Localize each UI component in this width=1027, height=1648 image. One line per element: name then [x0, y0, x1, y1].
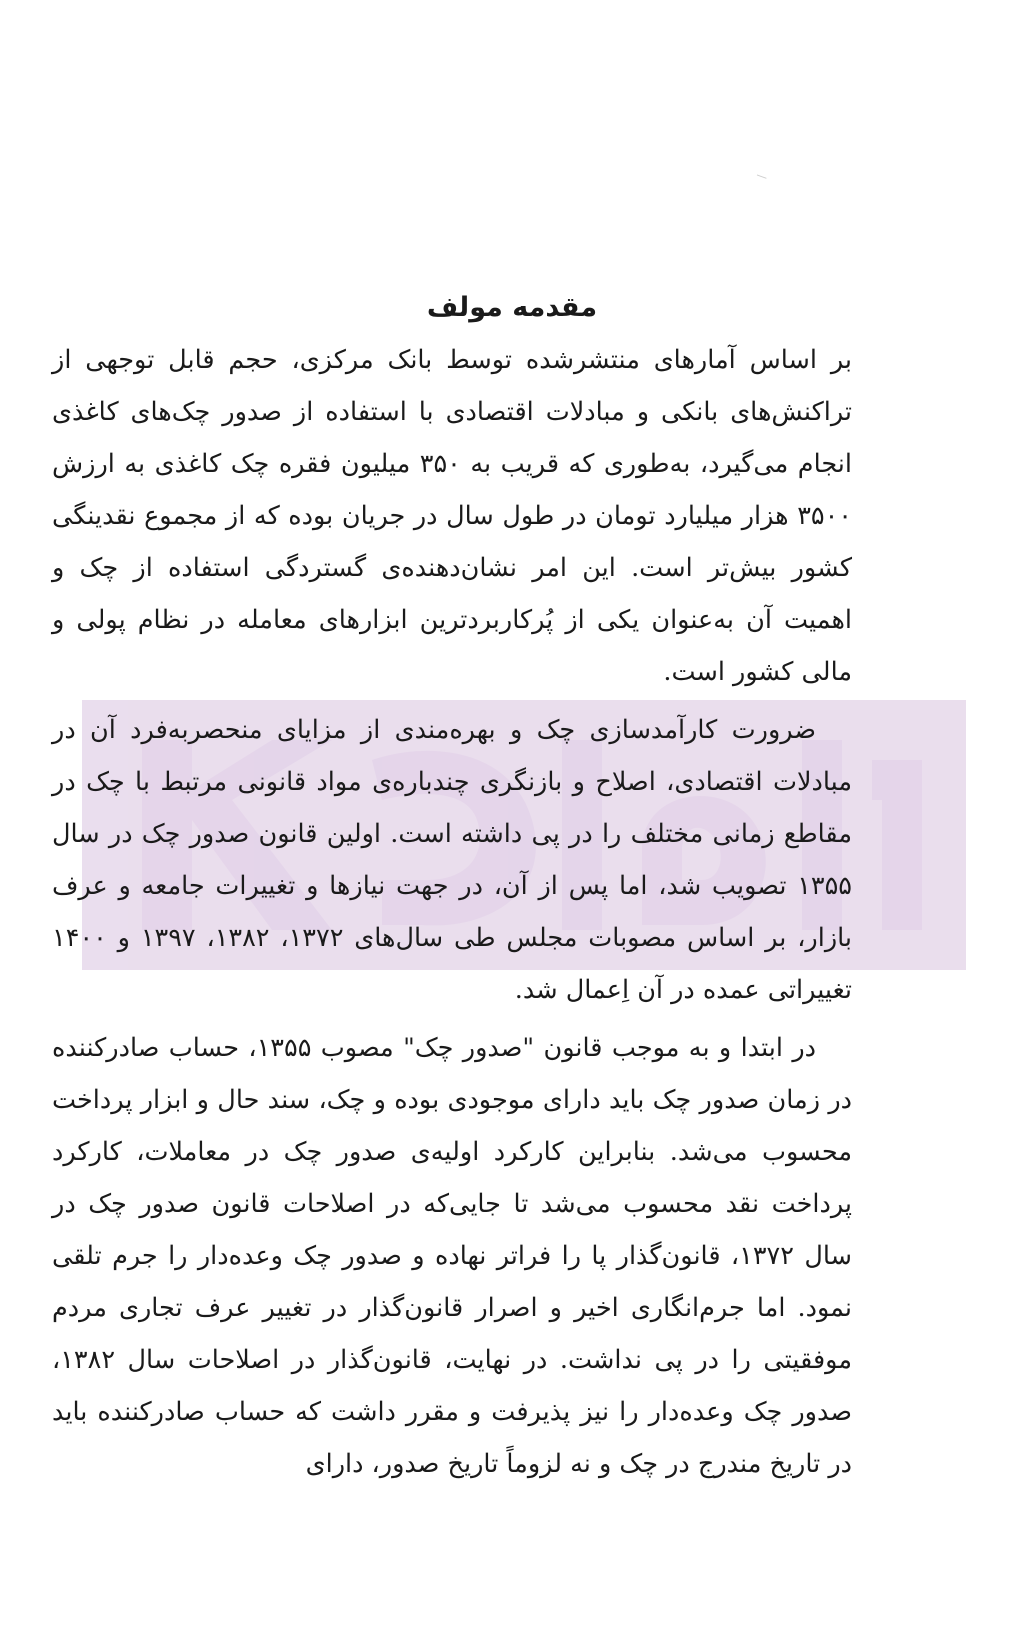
- paragraph-2: ضرورت کارآمدسازی چک و بهره‌مندی از مزایای منحصربه‌فرد آن در مبادلات اقتصادی، اصلاح و بازنگری چندباره‌ی مواد قانونی مرتبط با چک در مقاطع زمانی مختلف را در پی داشته است. اولین قانون صدور چک در سال ۱۳۵۵ تصویب شد، اما پس از آن، در جهت نیازها و تغییرات جامعه و عرف بازار، بر اساس مصوبات مجلس طی سال‌های ۱۳۷۲، ۱۳۸۲، ۱۳۹۷ و ۱۴۰۰ تغییراتی عمده در آن اِعمال شد.: [52, 715, 852, 1005]
- preface-text: [52, 288, 852, 1496]
- paragraph-1: بر اساس آمارهای منتشرشده توسط بانک مرکزی، حجم قابل توجهی از تراکنش‌های بانکی و مبادلات اقتصادی با استفاده از صدور چک‌های کاغذی انجام می‌گیرد، به‌طوری که قریب به ۳۵۰ میلیون فقره چک کاغذی به ارزش ۳۵۰۰ هزار میلیارد تومان در طول سال در جریان بوده که از مجموع نقدینگی کشور بیش‌تر است. این امر نشان‌دهنده‌ی گستردگی استفاده از چک و اهمیت آن به‌عنوان یکی از پُرکاربردترین ابزارهای معامله در نظام پولی و مالی کشور است.: [52, 345, 852, 687]
- scan-artifact: [755, 174, 766, 182]
- paragraph-3: در ابتدا و به موجب قانون "صدور چک" مصوب ۱۳۵۵، حساب صادرکننده در زمان صدور چک باید دارای موجودی بوده و چک، سند حال و ابزار پرداخت محسوب می‌شد. بنابراین کارکرد اولیه‌ی صدور چک در معاملات، کارکرد پرداخت نقد محسوب می‌شد تا جایی‌که در اصلاحات قانون صدور چک در سال ۱۳۷۲، قانون‌گذار پا را فراتر نهاده و صدور چک وعده‌دار را جرم تلقی نمود. اما جرم‌انگاری اخیر و اصرار قانون‌گذار در تغییر عرف تجاری مردم موفقیتی را در پی نداشت. در نهایت، قانون‌گذار در اصلاحات سال ۱۳۸۲، صدور چک وعده‌دار را نیز پذیرفت و مقرر داشت که حساب صادرکننده باید در تاریخ مندرج در چک و نه لزوماً تاریخ صدور، دارای: [52, 1033, 852, 1479]
- page-title: مقدمه مولف: [426, 292, 598, 323]
